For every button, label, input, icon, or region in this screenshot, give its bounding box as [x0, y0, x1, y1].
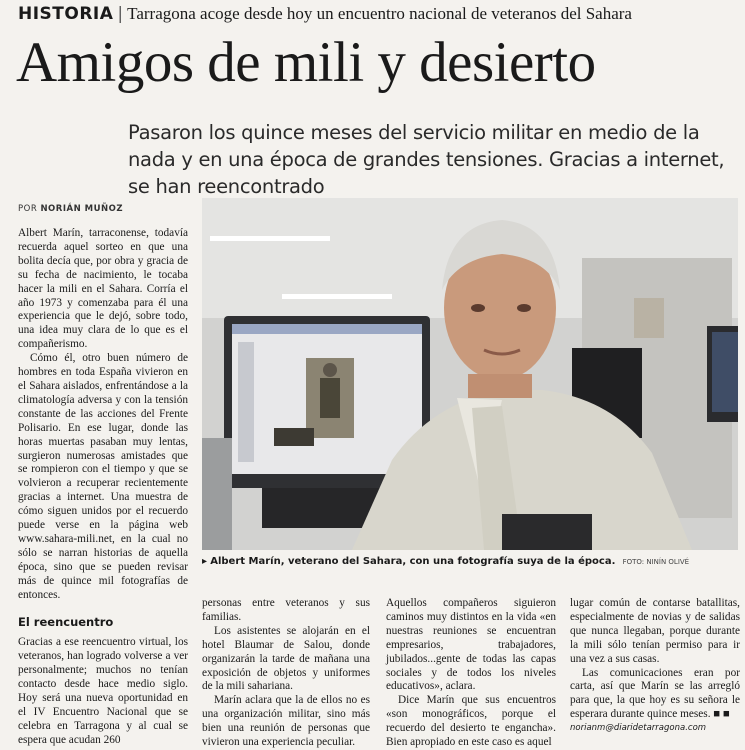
text-column-3	[386, 597, 556, 750]
photo-caption	[202, 556, 738, 567]
body-text: Las comunicaciones eran por carta, así que Marín se las arregló para que, la que hoy es su señora le esperara durante quince meses.	[570, 666, 740, 721]
body-paragraph: Los asistentes se alojarán en el hotel Blaumar de Salou, donde organizarán la tarde de mañana una exposición de objetos y uniformes de la mili sahariana.	[202, 624, 370, 693]
text-column-1	[18, 227, 188, 748]
caption-text: Albert Marín, veterano del Sahara, con una fotografía suya de la época.	[210, 556, 616, 567]
section-label: HISTORIA	[18, 4, 114, 24]
body-paragraph: Albert Marín, tarraconense, todavía recuerda aquel sorteo en que una bolita decía que, por obra y gracia de su fecha de nacimiento, le tocaba hacer la mili en el Sahara. Corría el año 1973 y comenzaba para él una experiencia que le dejó, sobre todo, una idea muy clara de lo que es el compañerismo.	[18, 227, 188, 351]
body-paragraph: Cómo él, otro buen número de hombres en toda España vivieron en el Sahara aislados, enfrentándose a la climatología adversa y con la tensión constante de las acciones del Frente Polisario. En ese lugar, donde las horas muertas pasaban muy lentas, surgieron numerosas amistades que se rompieron con el tiempo y que se volvieron a recuperar recientemente gracias a internet. Una muestra de cómo siguen unidos por el recuerdo puede verse en la página web www.sahara-mili.net, en la cual no sólo se narran historias de aquella época, sino que se pueden revisar más de quince mil fotografías de entonces.	[18, 352, 188, 601]
body-paragraph: Marín aclara que la de ellos no es una organización militar, sino más bien una reunión de personas que vivieron una experiencia peculiar.	[202, 694, 370, 749]
photo-credit: FOTO: NINÍN OLIVÉ	[622, 558, 690, 566]
end-mark: ■ ■	[713, 708, 730, 721]
body-paragraph: Gracias a ese reencuentro virtual, los veteranos, han logrado volverse a ver personalmente; muchos no tenían contacto desde hace medio siglo. Hoy será una nueva oportunidad en el IV Encuentro Nacional que se celebra en Tarragona y al cual se espera que acudan 260	[18, 636, 188, 746]
kicker	[18, 4, 738, 24]
kicker-subtitle: Tarragona acoge desde hoy un encuentro nacional de veteranos del Sahara	[127, 4, 632, 23]
caption-bullet: ▸	[202, 556, 208, 567]
body-paragraph	[570, 667, 740, 723]
subheading: El reencuentro	[18, 615, 114, 630]
text-column-4	[570, 597, 740, 736]
byline	[18, 204, 123, 214]
byline-author: NORIÁN MUÑOZ	[40, 204, 123, 214]
deck: Pasaron los quince meses del servicio militar en medio de la nada y en una época de grandes tensiones. Gracias a internet, se han reencontrado	[128, 121, 725, 198]
headline: Amigos de mili y desierto	[16, 31, 596, 94]
kicker-separator: |	[117, 4, 124, 24]
byline-prefix: POR	[18, 204, 38, 214]
body-paragraph: Aquellos compañeros siguieron caminos muy distintos en la vida «en nuestras reuniones se encuentran empresarios, trabajadores, jubilados...gente de todas las capas sociales y de todos los niveles educativos», aclara.	[386, 597, 556, 693]
article-photo	[202, 198, 738, 550]
author-email[interactable]: norianm@diaridetarragona.com	[570, 723, 707, 734]
body-paragraph: personas entre veteranos y sus familias.	[202, 597, 370, 623]
text-column-2	[202, 597, 370, 750]
body-paragraph: Dice Marín que sus encuentros «son monográficos, porque el recuerdo del desierto te engancha». Bien apropiado en este caso es aquel	[386, 694, 556, 749]
photo-illustration	[202, 198, 738, 550]
body-paragraph: lugar común de contarse batallitas, especialmente de novias y de salidas que nunca llegaban, porque durante la mili sólo tenían permiso para ir una vez a sus casas.	[570, 597, 740, 665]
